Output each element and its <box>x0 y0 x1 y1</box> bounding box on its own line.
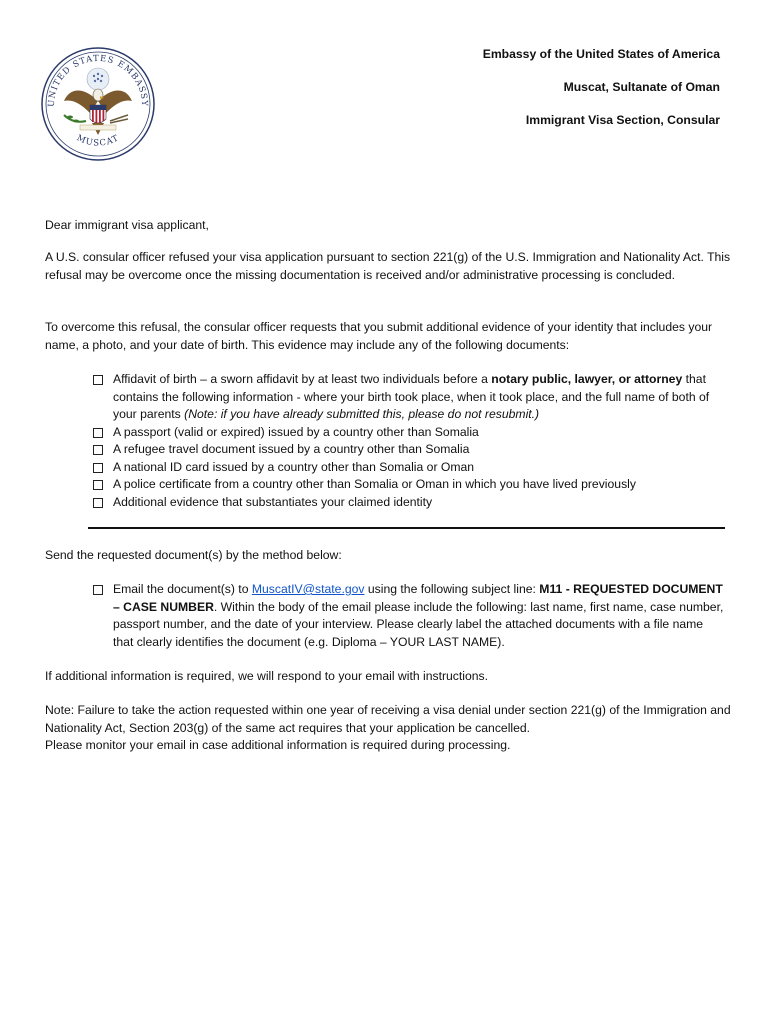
method-instructions-text: . Within the body of the email please include the following: last name, first name, case number, passport number, and the date of your interview. Please clearly label the attached documents with a file name that clearly identifies the document (e.g. Diploma – YOUR LAST NAME). <box>113 599 724 649</box>
national-id-text: A national ID card issued by a country other than Somalia or Oman <box>113 459 475 474</box>
section-divider <box>88 527 725 529</box>
address-line-embassy: Embassy of the United States of America <box>482 47 720 61</box>
police-certificate-text: A police certificate from a country other than Somalia or Oman in which you have lived previously <box>113 477 636 491</box>
note-paragraph <box>45 702 735 755</box>
salutation: Dear immigrant visa applicant, <box>45 218 209 232</box>
checkbox-icon[interactable] <box>93 585 103 595</box>
address-line-section: Immigrant Visa Section, Consular <box>525 113 720 127</box>
subject-line-text: M11 - REQUESTED DOCUMENT – CASE NUMBER <box>113 582 723 614</box>
embassy-address-block <box>483 46 720 145</box>
affidavit-note-text: (Note: if you have already submitted this, please do not resubmit.) <box>184 407 540 421</box>
method-text: Email the document(s) to <box>113 582 252 596</box>
checkbox-icon[interactable] <box>93 480 103 490</box>
checklist-item-refugee-doc <box>90 441 725 459</box>
checklist-item-additional-evidence <box>90 494 725 512</box>
checklist-item-national-id <box>90 459 725 477</box>
affidavit-text: Affidavit of birth – a sworn affidavit by at least two individuals before a <box>113 372 492 386</box>
note-line-cancellation: Note: Failure to take the action requested within one year of receiving a visa denial under section 221(g) of the Immigration and Nationality Act, Section 203(g) of the same act requires that your application be cancelled. <box>45 703 731 735</box>
seal-top-text: UNITED STATES EMBASSY <box>46 53 150 108</box>
refugee-doc-text: A refugee travel document issued by a country other than Somalia <box>113 442 470 456</box>
followup-paragraph: If additional information is required, we will respond to your email with instructions. <box>45 669 489 683</box>
email-link[interactable]: MuscatIV@state.gov <box>251 582 365 596</box>
refusal-paragraph: A U.S. consular officer refused your visa application pursuant to section 221(g) of the U.S. Immigration and Nationality Act. This refusal may be overcome once the missing documentation is received and/or administrative processing is concluded. <box>45 250 731 282</box>
affidavit-bold-text: notary public, lawyer, or attorney <box>491 372 683 386</box>
checkbox-icon[interactable] <box>93 463 103 473</box>
method-subject-intro: using the following subject line: <box>364 582 540 596</box>
checkbox-icon[interactable] <box>93 498 103 508</box>
checklist-item-email-method <box>90 581 725 651</box>
checklist-item-police-certificate <box>90 476 725 494</box>
embassy-seal-icon <box>40 43 155 165</box>
seal-bottom-text: MUSCAT <box>74 133 122 149</box>
passport-text: A passport (valid or expired) issued by a country other than Somalia <box>113 424 479 439</box>
checkbox-icon[interactable] <box>93 375 103 385</box>
additional-evidence-text: Additional evidence that substantiates your claimed identity <box>113 494 433 509</box>
checklist-item-affidavit <box>90 371 725 424</box>
checklist-item-passport <box>90 424 725 442</box>
evidence-paragraph: To overcome this refusal, the consular officer requests that you submit additional evidence of your identity that includes your name, a photo, and your date of birth. This evidence may include any of the following documents: <box>45 320 713 352</box>
affidavit-details-text: that contains the following information - where your birth took place, when it took place, and the full name of both of your parents <box>113 372 710 421</box>
address-line-city: Muscat, Sultanate of Oman <box>563 80 720 94</box>
send-intro: Send the requested document(s) by the method below: <box>45 548 342 562</box>
method-checklist <box>90 581 725 651</box>
note-line-monitor: Please monitor your email in case additional information is required during processing. <box>45 738 511 752</box>
checkbox-icon[interactable] <box>93 445 103 455</box>
checkbox-icon[interactable] <box>93 428 103 438</box>
document-checklist <box>90 371 725 511</box>
